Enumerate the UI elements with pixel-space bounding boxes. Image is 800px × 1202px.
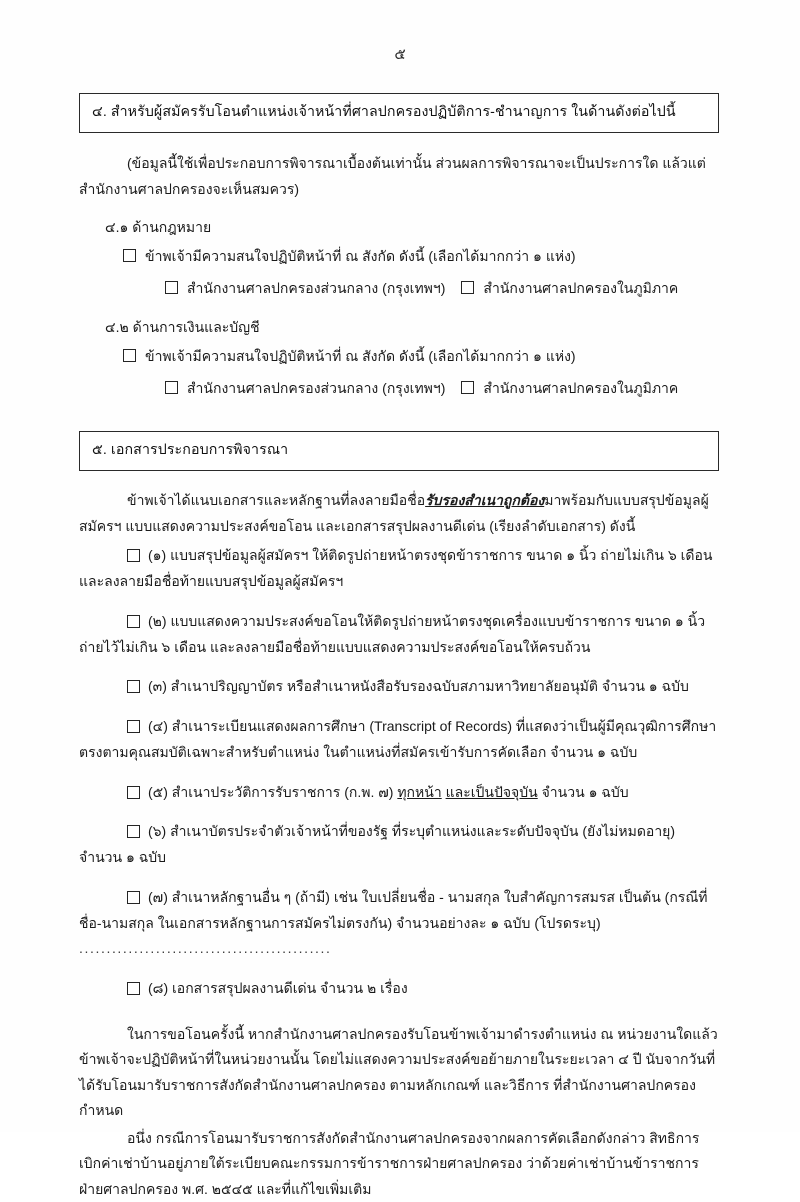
section-5-intro-wrap [79,488,719,539]
document-item[interactable] [79,780,719,806]
document-item[interactable] [79,976,719,1002]
checkbox-4-1-regional-label: สำนักงานศาลปกครองในภูมิภาค [483,280,679,297]
section-5-header-wrap [79,431,719,471]
checkbox-4-1-interest-label: ข้าพเจ้ามีความสนใจปฏิบัติหน้าที่ ณ สังกัด ดังนี้ (เลือกได้มากกว่า ๑ แห่ง) [145,248,576,265]
document-item-underline-1: ทุกหน้า [397,783,442,800]
checkbox-group-4-2-offices [165,376,719,401]
checkbox-4-2-interest-label: ข้าพเจ้ามีความสนใจปฏิบัติหน้าที่ ณ สังกัด ดังนี้ (เลือกได้มากกว่า ๑ แห่ง) [145,347,576,364]
document-item-label: (๓) สำเนาปริญญาบัตร หรือสำเนาหนังสือรับรองฉบับสภามหาวิทยาลัยอนุมัติ จำนวน ๑ ฉบับ [148,678,689,695]
document-item[interactable] [79,543,719,595]
checkbox-4-2-interest[interactable] [123,349,136,362]
document-item[interactable] [79,674,719,700]
section-5-heading: ๕. เอกสารประกอบการพิจารณา [92,442,289,459]
checkbox-4-1-regional[interactable] [461,281,474,294]
document-content [79,93,719,1202]
checkbox-document-item-2[interactable] [127,615,140,628]
checkbox-4-2-regional[interactable] [461,381,474,394]
fill-in-dotted-line[interactable]: .............................................. [79,940,332,957]
subsection-4-1-title: ๔.๑ ด้านกฎหมาย [105,219,212,236]
document-item-label-prefix: (๕) สำเนาประวัติการรับราชการ (ก.พ. ๗) [148,783,398,800]
checkbox-document-item-3[interactable] [127,680,140,693]
checkbox-4-1-central[interactable] [165,281,178,294]
checkbox-document-item-1[interactable] [127,549,140,562]
checkbox-4-2-central-label: สำนักงานศาลปกครองส่วนกลาง (กรุงเทพฯ) [187,380,446,397]
document-item[interactable] [79,819,719,871]
checkbox-document-item-4[interactable] [127,720,140,733]
section-5-intro-part-b: มาพร้อมกับแบบสรุปข้อมูลผู้สมัครฯ แบบแสดงความประสงค์ขอโอน และเอกสารสรุปผลงานดีเด่น (เรียงลำดับเอกสาร) ดังนี้ [79,492,709,534]
document-item[interactable] [79,609,719,661]
checkbox-row-4-2-interest[interactable] [123,344,719,369]
checkbox-document-item-5[interactable] [127,786,140,799]
section-4-note-wrap [79,151,719,202]
checkbox-document-item-7[interactable] [127,891,140,904]
document-item-underline-2: และเป็นปัจจุบัน [445,783,538,800]
document-item-label: (๒) แบบแสดงความประสงค์ขอโอนให้ติดรูปถ่ายหน้าตรงชุดเครื่องแบบข้าราชการ ขนาด ๑ นิ้ว ถ่ายไว้ไม่เกิน ๖ เดือน และลงลายมือชื่อท้ายแบบแสดงความประสงค์ขอโอนให้ครบถ้วน [79,612,706,655]
checkbox-row-4-1-interest[interactable] [123,244,719,269]
section-5-header-box [79,431,719,471]
document-item-label: (๔) สำเนาระเบียนแสดงผลการศึกษา (Transcript of Records) ที่แสดงว่าเป็นผู้มีคุณวุฒิการศึกษาตรงตามคุณสมบัติเฉพาะสำหรับตำแหน่ง ในตำแหน่งที่สมัครเข้ารับการคัดเลือก จำนวน ๑ ฉบับ [79,718,717,760]
checkbox-document-item-8[interactable] [127,982,140,995]
document-item-label: (๘) เอกสารสรุปผลงานดีเด่น จำนวน ๒ เรื่อง [148,980,408,997]
page-number: ๕ [394,46,406,63]
section-4-note: (ข้อมูลนี้ใช้เพื่อประกอบการพิจารณาเบื้องต้นเท่านั้น ส่วนผลการพิจารณาจะเป็นประการใด แล้วแต่สำนักงานศาลปกครองจะเห็นสมควร) [79,155,706,197]
closing-paragraph-transfer-terms: ในการขอโอนครั้งนี้ หากสำนักงานศาลปกครองรับโอนข้าพเจ้ามาดำรงตำแหน่ง ณ หน่วยงานใดแล้ว ข้าพเจ้าจะปฏิบัติหน้าที่ในหน่วยงานนั้น โดยไม่แสดงความประสงค์ขอย้ายภายในระยะเวลา ๔ ปี นับจากวันที่ได้รับโอนมารับราชการสังกัดสำนักงานศาลปกครอง ตามหลักเกณฑ์ และวิธีการ ที่สำนักงานศาลปกครองกำหนด [79,1025,718,1119]
closing-paragraph-housing-allowance: อนึ่ง กรณีการโอนมารับราชการสังกัดสำนักงานศาลปกครองจากผลการคัดเลือกดังกล่าว สิทธิการเบิกค่าเช่าบ้านอยู่ภายใต้ระเบียบคณะกรรมการข้าราชการฝ่ายศาลปกครอง ว่าด้วยค่าเช่าบ้านข้าราชการฝ่ายศาลปกครอง พ.ศ. ๒๕๔๕ และที่แก้ไขเพิ่มเติม [79,1129,700,1197]
section-4-heading: ๔. สำหรับผู้สมัครรับโอนตำแหน่งเจ้าหน้าที่ศาลปกครองปฏิบัติการ-ชำนาญการ ในด้านดังต่อไปนี้ [92,104,676,120]
document-item[interactable] [79,714,719,766]
checkbox-group-4-1-offices [165,276,719,301]
document-item-label: (๗) สำเนาหลักฐานอื่น ๆ (ถ้ามี) เช่น ใบเปลี่ยนชื่อ - นามสกุล ใบสำคัญการสมรส เป็นต้น (กรณีที่ชื่อ-นามสกุล ในเอกสารหลักฐานการสมัครไม่ตรงกัน) จำนวนอย่างละ ๑ ฉบับ (โปรดระบุ) [79,888,708,931]
checkbox-4-2-regional-label: สำนักงานศาลปกครองในภูมิภาค [483,380,679,397]
document-item[interactable] [79,885,719,962]
section-5-intro-emphasis: รับรองสำเนาถูกต้อง [425,492,545,509]
document-item-label-suffix: จำนวน ๑ ฉบับ [537,783,629,800]
checkbox-4-2-central[interactable] [165,381,178,394]
section-4-header-box [79,93,719,133]
checkbox-4-1-interest[interactable] [123,249,136,262]
checkbox-4-1-central-label: สำนักงานศาลปกครองส่วนกลาง (กรุงเทพฯ) [187,280,446,297]
section-5-intro-part-a: ข้าพเจ้าได้แนบเอกสารและหลักฐานที่ลงลายมือชื่อ [127,492,426,509]
document-item-label: (๖) สำเนาบัตรประจำตัวเจ้าหน้าที่ของรัฐ ที่ระบุตำแหน่งและระดับปัจจุบัน (ยังไม่หมดอายุ) จำนวน ๑ ฉบับ [79,823,676,866]
section-5-intro [79,488,719,539]
document-item-label: (๑) แบบสรุปข้อมูลผู้สมัครฯ ให้ติดรูปถ่ายหน้าตรงชุดข้าราชการ ขนาด ๑ นิ้ว ถ่ายไม่เกิน ๖ เดือน และลงลายมือชื่อท้ายแบบสรุปข้อมูลผู้สมัครฯ [79,547,713,590]
checkbox-document-item-6[interactable] [127,825,140,838]
subsection-4-2-title: ๔.๒ ด้านการเงินและบัญชี [105,318,260,335]
